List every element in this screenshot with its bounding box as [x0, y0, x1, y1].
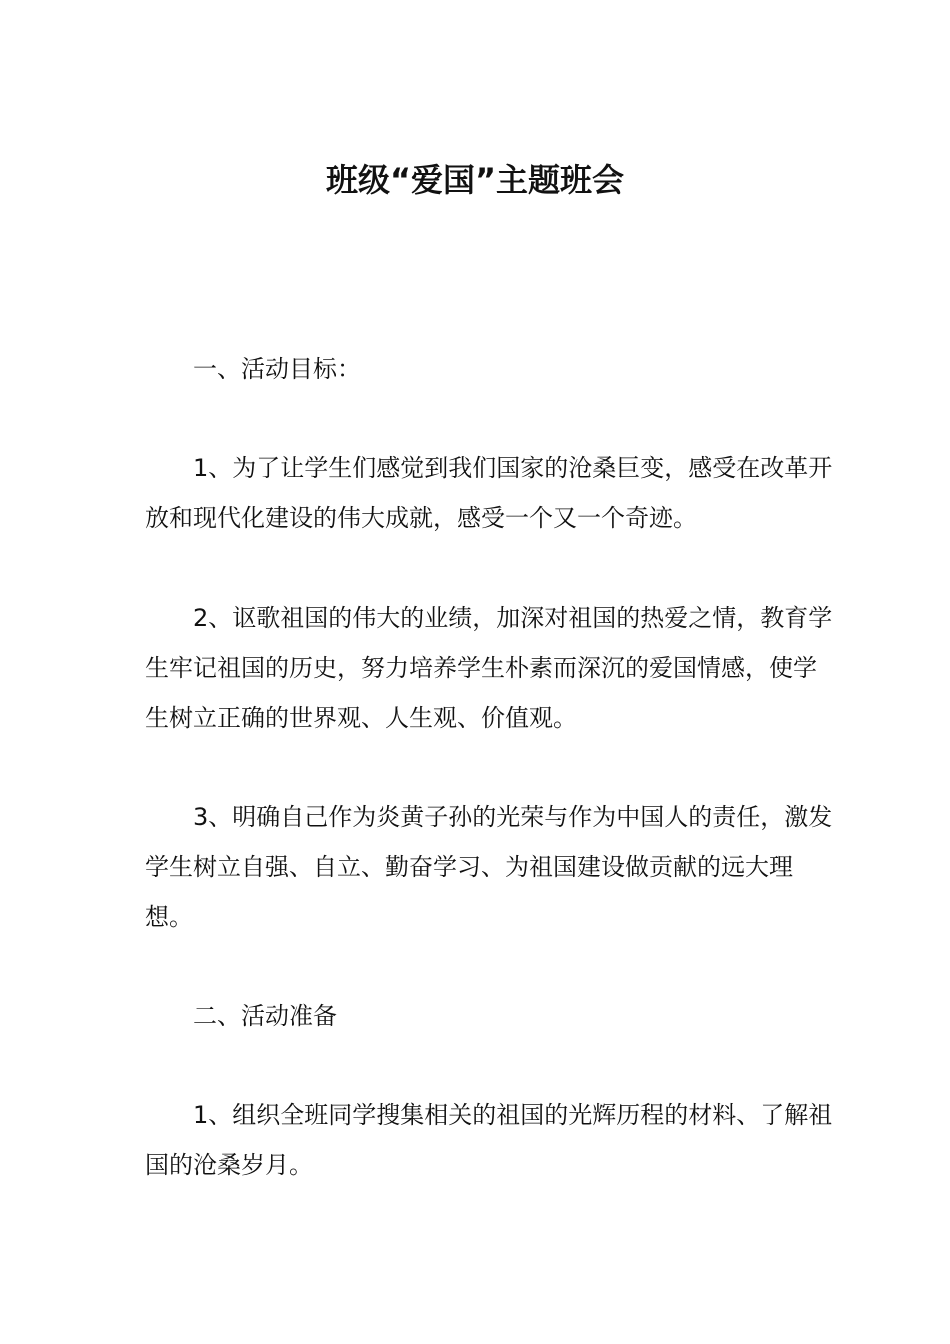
- document-title: 班级“爱国”主题班会: [325, 161, 625, 199]
- section-heading-goals: 一、活动目标：: [193, 355, 361, 383]
- goal-item-1: 1、为了让学生们感觉到我们国家的沧桑巨变，感受在改革开放和现代化建设的伟大成就，感受一个又一个奇迹。: [145, 454, 833, 532]
- goal-item-3: 3、明确自己作为炎黄子孙的光荣与作为中国人的责任，激发学生树立自强、自立、勤奋学习、为祖国建设做贡献的远大理想。: [145, 803, 833, 931]
- section-heading-preparation: 二、活动准备: [193, 1002, 337, 1030]
- goal-item-2: 2、讴歌祖国的伟大的业绩，加深对祖国的热爱之情，教育学生牢记祖国的历史，努力培养学生朴素而深沉的爱国情感，使学生树立正确的世界观、人生观、价值观。: [145, 604, 833, 732]
- preparation-item-1: 1、组织全班同学搜集相关的祖国的光辉历程的材料、了解祖国的沧桑岁月。: [145, 1101, 833, 1179]
